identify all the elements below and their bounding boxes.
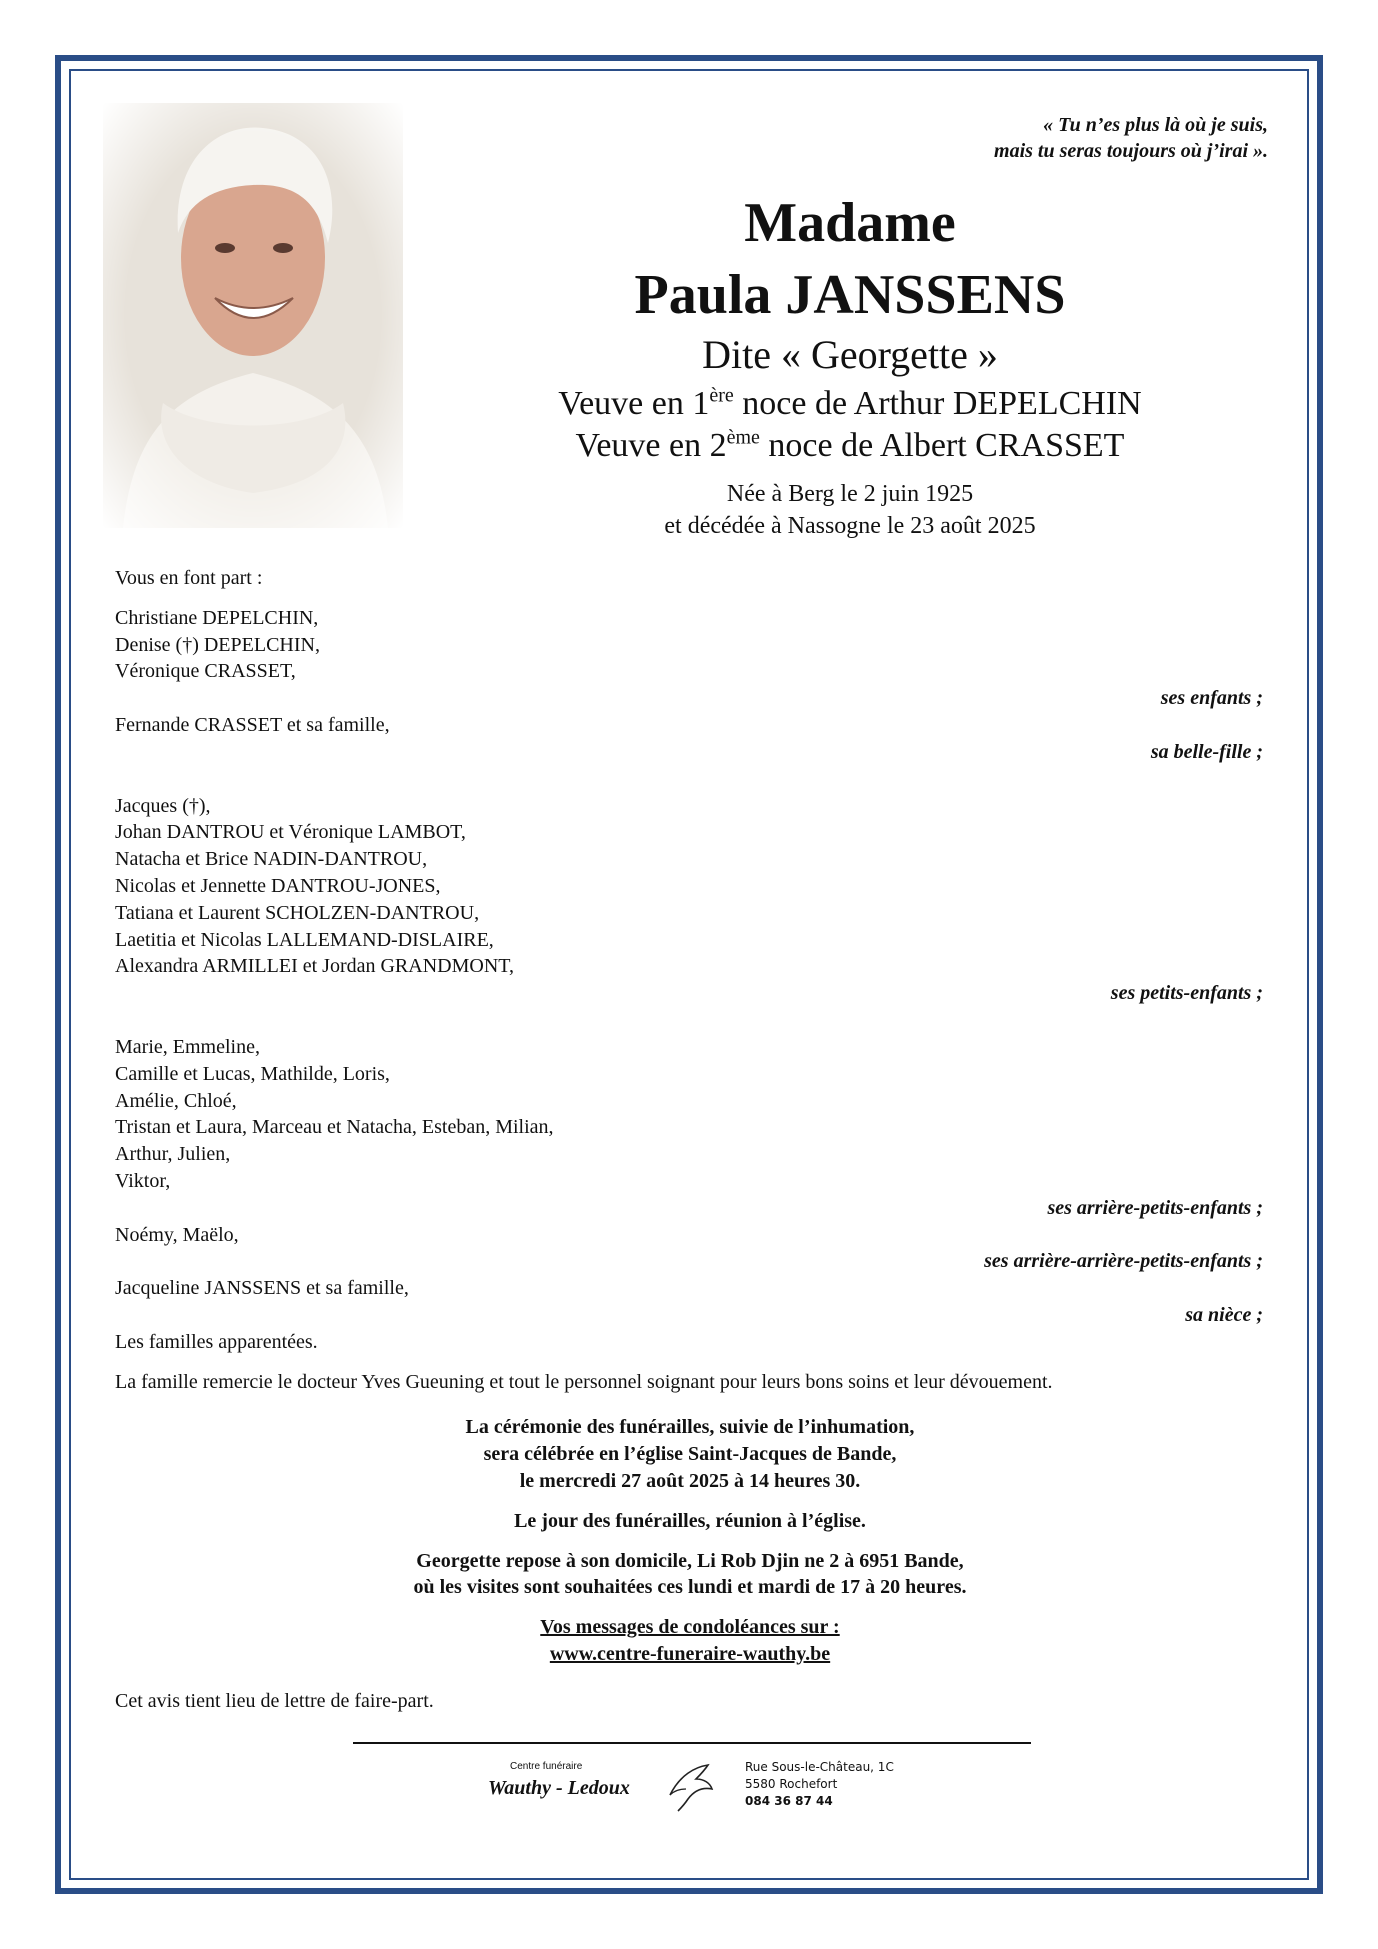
epigraph	[994, 112, 1268, 164]
widow-first-post: noce de Arthur DEPELCHIN	[733, 385, 1142, 422]
ceremony-line: sera célébrée en l’église Saint-Jacques de Bande,	[483, 1443, 897, 1466]
deceased-name: Paula JANSSENS	[634, 264, 1066, 326]
nickname: Dite « Georgette »	[702, 332, 998, 377]
rest-line: où les visites sont souhaitées ces lundi et mardi de 17 à 20 heures.	[413, 1576, 967, 1599]
family-name: Jacqueline JANSSENS et sa famille,	[115, 1277, 409, 1300]
epigraph-line: « Tu n’es plus là où je suis,	[1043, 114, 1268, 136]
relation-label: sa nièce ;	[1185, 1303, 1263, 1326]
ceremony-line: La cérémonie des funérailles, suivie de l’inhumation,	[465, 1416, 915, 1439]
family-name: Fernande CRASSET et sa famille,	[115, 713, 390, 736]
address-line: 084 36 87 44	[745, 1794, 833, 1808]
family-name: Laetitia et Nicolas LALLEMAND-DISLAIRE,	[115, 928, 494, 951]
family-name: Tatiana et Laurent SCHOLZEN-DANTROU,	[115, 901, 480, 924]
family-name: Denise (†) DEPELCHIN,	[115, 633, 320, 656]
family-name: Alexandra ARMILLEI et Jordan GRANDMONT,	[115, 955, 514, 978]
dove-icon	[660, 1755, 720, 1815]
relation-label: sa belle-fille ;	[1150, 740, 1263, 763]
family-name: Marie, Emmeline,	[115, 1035, 260, 1058]
family-name: Nicolas et Jennette DANTROU-JONES,	[115, 874, 441, 897]
address-line: 5580 Rochefort	[745, 1777, 838, 1791]
widow-second-post: noce de Albert CRASSET	[759, 427, 1125, 464]
thanks-line: La famille remercie le docteur Yves Gueuning et tout le personnel soignant pour leurs bons soins et leur dévouement.	[115, 1370, 1053, 1393]
widow-first	[420, 383, 1280, 425]
family-name: Jacques (†),	[115, 794, 211, 817]
family-name: Natacha et Brice NADIN-DANTROU,	[115, 848, 428, 871]
widow-second-sup: ème	[726, 426, 760, 449]
intro: Vous en font part :	[115, 567, 263, 589]
family-name: Tristan et Laura, Marceau et Natacha, Esteban, Milian,	[115, 1116, 554, 1139]
logo-address	[745, 1759, 894, 1810]
family-name: Arthur, Julien,	[115, 1143, 231, 1166]
funeral-home-logo	[470, 1755, 940, 1815]
epigraph-line: mais tu seras toujours où j’irai ».	[994, 140, 1268, 162]
dates	[420, 478, 1280, 542]
rest-line: Georgette repose à son domicile, Li Rob Djin ne 2 à 6951 Bande,	[416, 1549, 964, 1572]
closing-line: Cet avis tient lieu de lettre de faire-part.	[115, 1689, 434, 1712]
family-name: Noémy, Maëlo,	[115, 1223, 239, 1246]
families-line: Les familles apparentées.	[115, 1330, 318, 1353]
logo-brand: Wauthy - Ledoux	[488, 1777, 630, 1799]
ceremony-block	[115, 1414, 1265, 1667]
family-name: Camille et Lucas, Mathilde, Loris,	[115, 1062, 390, 1085]
portrait-photo	[103, 103, 403, 528]
footer-divider	[353, 1742, 1031, 1744]
announcement-body	[115, 565, 1265, 1714]
title: Madame	[744, 192, 956, 254]
widow-first-pre: Veuve en 1	[558, 385, 710, 422]
birth-line: Née à Berg le 2 juin 1925	[726, 481, 974, 507]
address-line: Rue Sous-le-Château, 1C	[745, 1760, 894, 1774]
widow-second	[420, 425, 1280, 467]
relation-label: ses arrière-arrière-petits-enfants ;	[984, 1250, 1263, 1273]
relation-label: ses arrière-petits-enfants ;	[1047, 1196, 1263, 1219]
logo-small-text: Centre funéraire	[510, 1761, 583, 1772]
family-name: Viktor,	[115, 1169, 171, 1192]
widow-first-sup: ère	[709, 384, 734, 407]
meeting-line: Le jour des funérailles, réunion à l’église.	[514, 1509, 866, 1532]
widow-second-pre: Veuve en 2	[575, 427, 727, 464]
family-name: Véronique CRASSET,	[115, 660, 296, 683]
relation-label: ses petits-enfants ;	[1110, 982, 1263, 1005]
death-line: et décédée à Nassogne le 23 août 2025	[664, 513, 1036, 539]
family-name: Johan DANTROU et Véronique LAMBOT,	[115, 821, 466, 844]
ceremony-line: le mercredi 27 août 2025 à 14 heures 30.	[519, 1469, 861, 1492]
family-name: Amélie, Chloé,	[115, 1089, 237, 1112]
condolences-label: Vos messages de condoléances sur :	[540, 1616, 840, 1639]
relation-label: ses enfants ;	[1160, 687, 1263, 710]
condolences-link[interactable]: www.centre-funeraire-wauthy.be	[549, 1642, 831, 1665]
family-name: Christiane DEPELCHIN,	[115, 606, 319, 629]
